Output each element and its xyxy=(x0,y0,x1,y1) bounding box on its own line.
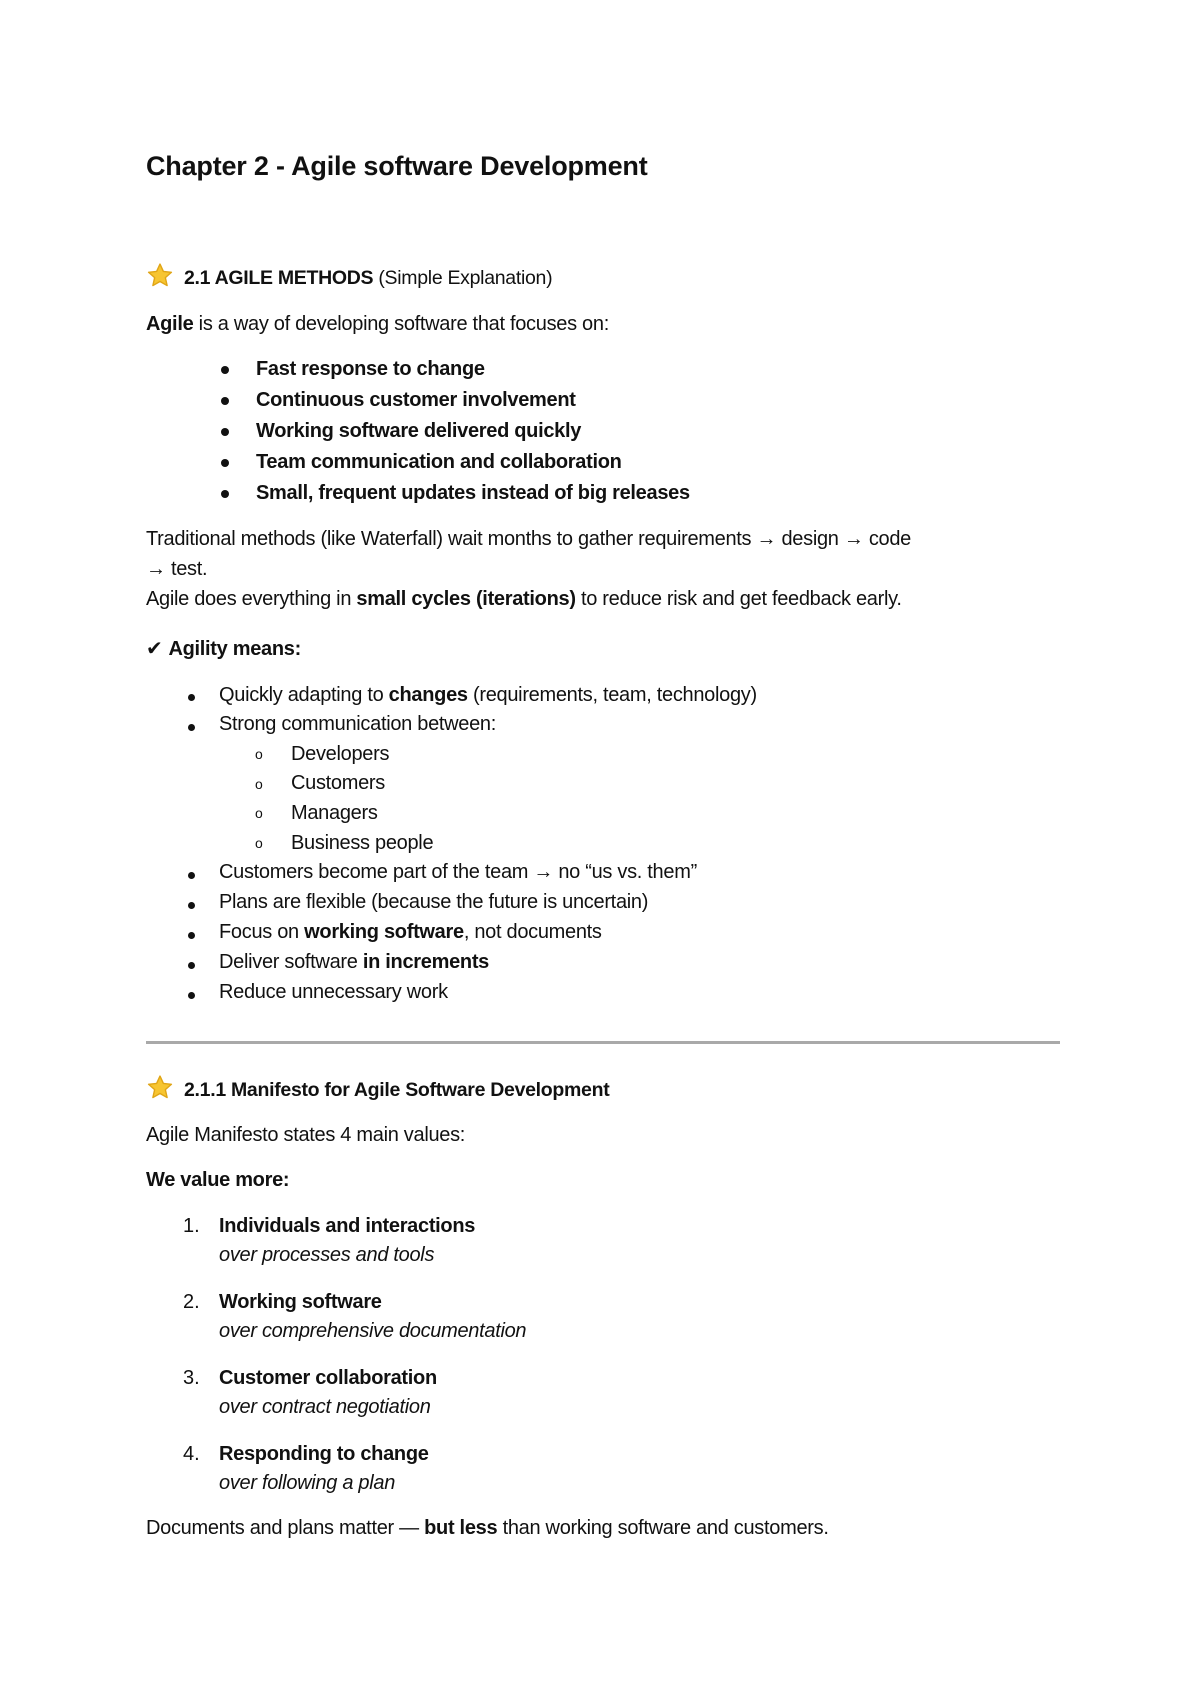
value-title: Working software xyxy=(219,1291,382,1313)
star-icon xyxy=(146,1074,174,1102)
sub-list-item: Business people xyxy=(291,832,434,854)
bullet-icon xyxy=(221,490,229,498)
sub-bullet-icon: o xyxy=(255,776,263,792)
sub-list-item: Managers xyxy=(291,802,378,824)
sub-bullet-icon: o xyxy=(255,805,263,821)
horizontal-divider xyxy=(146,1041,1060,1044)
list-item: Focus on working software, not documents xyxy=(219,921,602,943)
list-item: Customers become part of the team → no “us vs. them” xyxy=(219,861,697,883)
closing-paragraph: Documents and plans matter — but less than working software and customers. xyxy=(146,1517,829,1539)
bullet-icon xyxy=(188,902,195,909)
intro-paragraph: Agile is a way of developing software that focuses on: xyxy=(146,313,609,335)
bullet-icon xyxy=(188,932,195,939)
sub-bullet-icon: o xyxy=(255,746,263,762)
manifesto-label: We value more: xyxy=(146,1169,290,1191)
value-title: Customer collaboration xyxy=(219,1367,437,1389)
bullet-icon xyxy=(188,694,195,701)
sub-bullet-icon: o xyxy=(255,835,263,851)
traditional-line-1: Traditional methods (like Waterfall) wait months to gather requirements → design → code xyxy=(146,528,911,550)
bullet-icon xyxy=(188,962,195,969)
value-title: Individuals and interactions xyxy=(219,1215,476,1237)
bullet-icon xyxy=(221,397,229,405)
value-over: over comprehensive documentation xyxy=(219,1320,527,1342)
list-item: Continuous customer involvement xyxy=(256,389,576,411)
checkmark-icon: ✔ xyxy=(146,638,163,660)
bullet-icon xyxy=(221,428,229,436)
list-item: Quickly adapting to changes (requirements, team, technology) xyxy=(219,684,757,706)
bullet-icon xyxy=(221,366,229,374)
list-item: Plans are flexible (because the future is uncertain) xyxy=(219,891,649,913)
section-heading-manifesto: 2.1.1 Manifesto for Agile Software Development xyxy=(146,1074,609,1104)
list-item: Strong communication between: xyxy=(219,713,497,735)
list-number: 4. xyxy=(183,1443,200,1465)
agile-cycles-line: Agile does everything in small cycles (iterations) to reduce risk and get feedback early. xyxy=(146,588,902,610)
value-over: over following a plan xyxy=(219,1472,396,1494)
bullet-icon xyxy=(188,872,195,879)
sub-list-item: Customers xyxy=(291,772,385,794)
section-heading-agile-methods: 2.1 AGILE METHODS (Simple Explanation) xyxy=(146,262,552,292)
value-over: over contract negotiation xyxy=(219,1396,431,1418)
value-title: Responding to change xyxy=(219,1443,429,1465)
list-item: Small, frequent updates instead of big releases xyxy=(256,482,690,504)
list-number: 2. xyxy=(183,1291,200,1313)
list-item: Fast response to change xyxy=(256,358,485,380)
value-over: over processes and tools xyxy=(219,1244,435,1266)
list-item: Reduce unnecessary work xyxy=(219,981,448,1003)
page-title: Chapter 2 - Agile software Development xyxy=(146,151,648,181)
bullet-icon xyxy=(188,992,195,999)
traditional-line-2: → test. xyxy=(146,558,208,580)
list-number: 1. xyxy=(183,1215,200,1237)
list-item: Working software delivered quickly xyxy=(256,420,582,442)
agility-heading: ✔ Agility means: xyxy=(146,638,301,660)
star-icon xyxy=(146,262,174,290)
bullet-icon xyxy=(221,459,229,467)
manifesto-intro: Agile Manifesto states 4 main values: xyxy=(146,1124,466,1146)
bullet-icon xyxy=(188,724,195,731)
list-number: 3. xyxy=(183,1367,200,1389)
list-item: Team communication and collaboration xyxy=(256,451,622,473)
sub-list-item: Developers xyxy=(291,743,390,765)
list-item: Deliver software in increments xyxy=(219,951,489,973)
